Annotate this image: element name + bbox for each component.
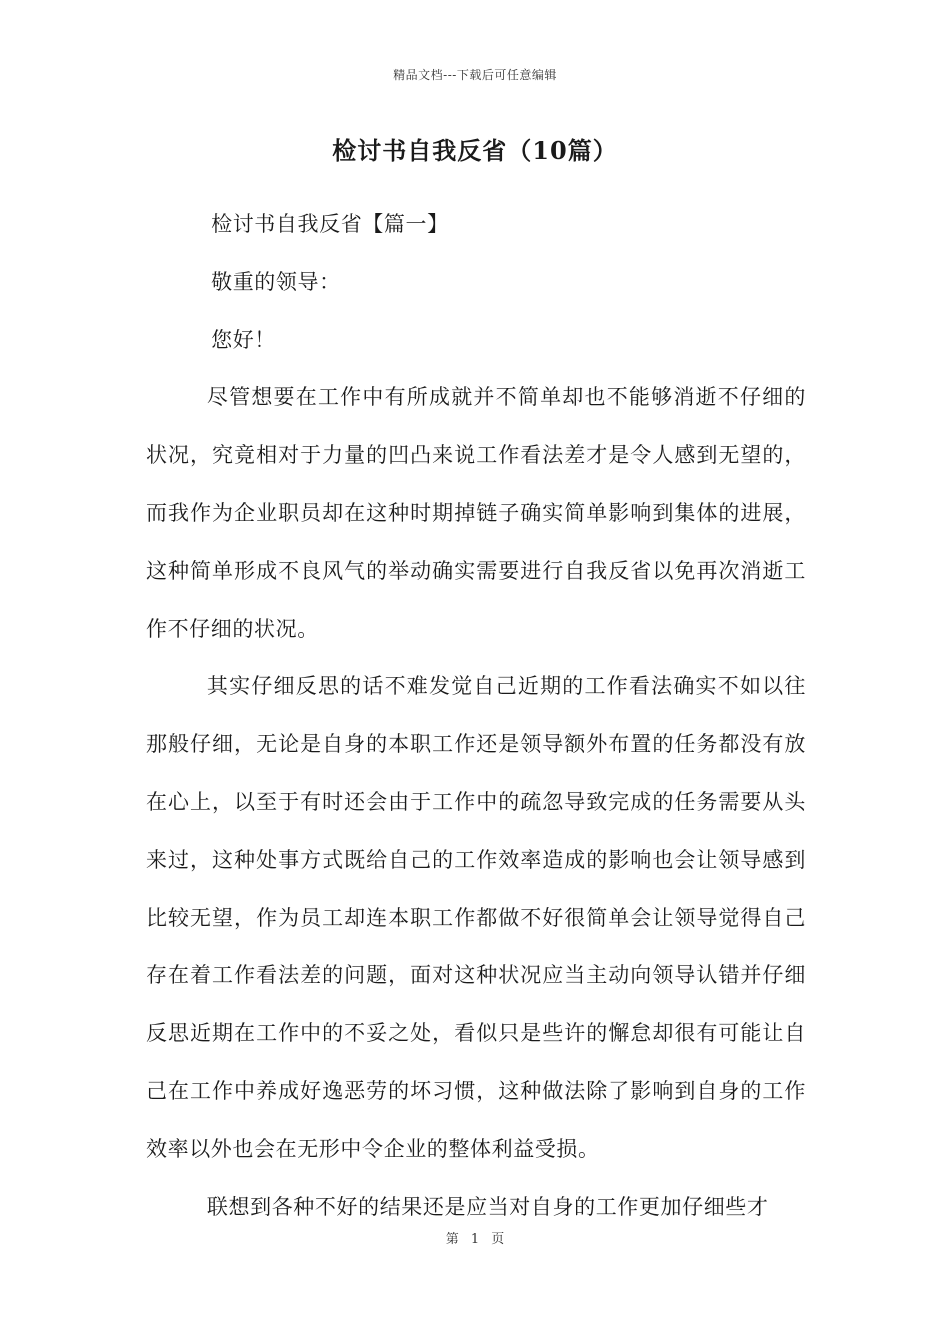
section-heading: 检讨书自我反省【篇一】 xyxy=(211,212,449,236)
document-title: 检讨书自我反省（10篇） xyxy=(332,136,618,165)
salutation: 敬重的领导： xyxy=(211,269,341,294)
header-note: 精品文档---下载后可任意编辑 xyxy=(393,68,557,82)
page-label-prefix: 第 xyxy=(445,1232,459,1247)
paragraph: 尽管想要在工作中有所成就并不简单却也不能够消逝不仔细的状况，究竟相对于力量的凹凸来说工作看法差才是令人感到无望的，而我作为企业职员却在这种时期掉链子确实简单影响到集体的进展，这种简单形成不良风气的举动确实需要进行自我反省以免再次消逝工作不仔细的状况。 xyxy=(146,385,806,641)
paragraph: 联想到各种不好的结果还是应当对自身的工作更加仔细些才 xyxy=(206,1194,769,1219)
page-footer xyxy=(0,1228,950,1247)
paragraph: 其实仔细反思的话不难发觉自己近期的工作看法确实不如以往那般仔细，无论是自身的本职工作还是领导额外布置的任务都没有放在心上，以至于有时还会由于工作中的疏忽导致完成的任务需要从头来过，这种处事方式既给自己的工作效率造成的影响也会让领导感到比较无望，作为员工却连本职工作都做不好很简单会让领导觉得自己存在着工作看法差的问题，面对这种状况应当主动向领导认错并仔细反思近期在工作中的不妥之处，看似只是些许的懈怠却很有可能让自己在工作中养成好逸恶劳的坏习惯，这种做法除了影响到自身的工作效率以外也会在无形中令企业的整体利益受损。 xyxy=(146,674,806,1161)
page-number: 1 xyxy=(470,1232,480,1247)
page-label-suffix: 页 xyxy=(491,1232,505,1247)
document-body xyxy=(146,196,806,1236)
greeting: 您好！ xyxy=(211,327,276,352)
